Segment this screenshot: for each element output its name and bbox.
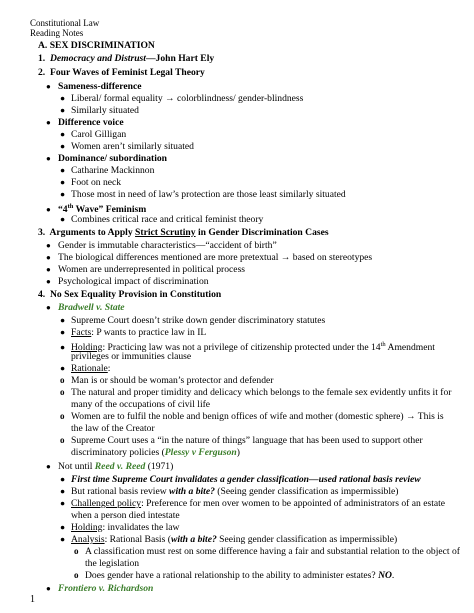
rationale-2: o The natural and proper timidity and delicacy which belongs to the female sex evidently unfits it for bbox=[60, 387, 452, 398]
wave-3-c: ● Those most in need of law’s protection are those least similarly situated bbox=[60, 189, 346, 200]
bullet-icon: ● bbox=[60, 498, 66, 508]
bullet-icon: ● bbox=[46, 205, 51, 215]
bullet-icon: ● bbox=[60, 214, 66, 224]
circle-bullet-icon: o bbox=[60, 411, 65, 421]
wave-2-a: ● Carol Gilligan bbox=[60, 129, 127, 140]
wave-3-a: ● Catharine Mackinnon bbox=[60, 165, 155, 176]
reed-first-time: ● First time Supreme Court invalidates a gender classification—used rational basis review bbox=[60, 474, 421, 485]
bullet-icon: ● bbox=[60, 141, 66, 151]
bullet-icon: ● bbox=[46, 241, 51, 250]
section-heading-a: A. SEX DISCRIMINATION bbox=[38, 40, 155, 51]
bullet-icon: ● bbox=[46, 303, 51, 312]
item-4-num: 4. bbox=[38, 289, 46, 300]
bullet-icon: ● bbox=[46, 118, 51, 127]
bullet-icon: ● bbox=[46, 584, 51, 593]
bullet-icon: ● bbox=[60, 342, 66, 353]
item-2-title: Four Waves of Feminist Legal Theory bbox=[50, 67, 205, 78]
argument-a: ● Gender is immutable characteristics—“accident of birth” bbox=[46, 240, 277, 251]
argument-d: ● Psychological impact of discrimination bbox=[46, 276, 209, 287]
case-plessy: Plessy v Ferguson bbox=[164, 447, 237, 458]
wave-2: ● Difference voice bbox=[46, 117, 124, 128]
bullet-icon: ● bbox=[46, 82, 51, 91]
course-header: Constitutional Law bbox=[30, 18, 100, 28]
item-3-num: 3. bbox=[38, 227, 46, 238]
item-3: 3. Arguments to Apply Strict Scrutiny in Gender Discrimination Cases bbox=[38, 227, 329, 238]
reed-challenged-policy-cont: when a person died intestate bbox=[71, 510, 180, 521]
item-2-num: 2. bbox=[38, 67, 46, 78]
item-1 bbox=[38, 53, 214, 65]
bullet-icon: ● bbox=[46, 462, 51, 471]
wave-1-a: ● Liberal/ formal equality → colorblindness/ gender-blindness bbox=[60, 93, 304, 104]
bradwell-holding-cont: privileges or immunities clause bbox=[71, 351, 192, 362]
item-2 bbox=[38, 67, 205, 79]
circle-bullet-icon: o bbox=[60, 435, 65, 445]
argument-b: ● The biological differences mentioned are more pretextual → based on stereotypes bbox=[46, 252, 373, 263]
bullet-icon: ● bbox=[60, 327, 66, 337]
bullet-icon: ● bbox=[60, 474, 66, 484]
reading-notes-label: Reading Notes bbox=[30, 28, 84, 38]
wave-1: ● Sameness-difference bbox=[46, 81, 142, 92]
bullet-icon: ● bbox=[46, 265, 51, 274]
bullet-icon: ● bbox=[60, 363, 66, 373]
circle-bullet-icon: o bbox=[60, 387, 65, 397]
argument-c: ● Women are underrepresented in political process bbox=[46, 264, 246, 275]
reed-analysis-1: o A classification must rest on some difference having a fair and substantial relation to the object of bbox=[74, 546, 460, 557]
wave-3-b: ● Foot on neck bbox=[60, 177, 122, 188]
bullet-icon: ● bbox=[46, 277, 51, 286]
wave-3: ● Dominance/ subordination bbox=[46, 153, 168, 164]
rationale-3: o Women are to fulfil the noble and benign offices of wife and mother (domestic sphere) → This is bbox=[60, 411, 444, 422]
bradwell-rationale: ● Rationale: bbox=[60, 363, 111, 374]
bullet-icon: ● bbox=[60, 486, 66, 496]
wave-2-b: ● Women aren’t similarly situated bbox=[60, 141, 194, 152]
case-reed: Reed v. Reed bbox=[94, 461, 146, 472]
wave-1-b: ● Similarly situated bbox=[60, 105, 139, 116]
bullet-icon: ● bbox=[60, 105, 66, 115]
bullet-icon: ● bbox=[60, 177, 66, 187]
bullet-icon: ● bbox=[60, 93, 66, 103]
wave-4-a: ● Combines critical race and critical feminist theory bbox=[60, 214, 264, 225]
case-bradwell: ● Bradwell v. State bbox=[46, 302, 125, 313]
bullet-icon: ● bbox=[60, 315, 66, 325]
circle-bullet-icon: o bbox=[74, 546, 79, 556]
rationale-2-cont: many of the occupations of civil life bbox=[71, 399, 211, 410]
item-1-num: 1. bbox=[38, 53, 46, 64]
rationale-4-cont: discriminatory policies (Plessy v Ferguson) bbox=[71, 447, 240, 458]
reed-with-a-bite: ● But rational basis review with a bite? (Seeing gender classification as impermissible) bbox=[60, 486, 399, 497]
wave-4: ● “4th Wave” Feminism bbox=[46, 203, 147, 216]
bullet-icon: ● bbox=[60, 534, 66, 544]
circle-bullet-icon: o bbox=[74, 570, 79, 580]
page-number: 1 bbox=[30, 594, 35, 605]
reed-analysis-2: o Does gender have a rational relationship to the ability to administer estates? NO. bbox=[74, 570, 395, 581]
strict-scrutiny-term: Strict Scrutiny bbox=[135, 227, 196, 238]
bullet-icon: ● bbox=[60, 129, 66, 139]
bradwell-summary: ● Supreme Court doesn’t strike down gender discriminatory statutes bbox=[60, 315, 326, 326]
bullet-icon: ● bbox=[46, 253, 51, 262]
case-frontiero: ● Frontiero v. Richardson bbox=[46, 583, 154, 594]
bullet-icon: ● bbox=[60, 165, 66, 175]
rationale-4: o Supreme Court uses a “in the nature of things” language that has been used to support other bbox=[60, 435, 423, 446]
reed-analysis-1-cont: the legislation bbox=[85, 558, 140, 569]
item-1-title: Democracy and Distrust bbox=[50, 53, 146, 64]
bullet-icon: ● bbox=[60, 522, 66, 532]
item-1-author: —John Hart Ely bbox=[145, 53, 215, 64]
item-4: 4. No Sex Equality Provision in Constitution bbox=[38, 289, 222, 300]
circle-bullet-icon: o bbox=[60, 375, 65, 385]
bullet-icon: ● bbox=[46, 154, 51, 163]
bullet-icon: ● bbox=[60, 189, 66, 199]
bradwell-holding: ● Holding: Practicing law was not a privilege of citizenship protected under the 14th Amendment bbox=[60, 341, 435, 354]
rationale-1: o Man is or should be woman’s protector and defender bbox=[60, 375, 274, 386]
reed-challenged-policy: ● Challenged policy: Preference for men over women to be appointed of administrators of an estate bbox=[60, 498, 446, 509]
reed-holding: ● Holding: invalidates the law bbox=[60, 522, 180, 533]
reed-analysis: ● Analysis: Rational Basis (with a bite? Seeing gender classification as impermissible) bbox=[60, 534, 398, 545]
bradwell-facts: ● Facts: P wants to practice law in IL bbox=[60, 327, 207, 338]
not-until-reed: ● Not until Reed v. Reed (1971) bbox=[46, 461, 174, 472]
rationale-3-cont: the law of the Creator bbox=[71, 423, 155, 434]
